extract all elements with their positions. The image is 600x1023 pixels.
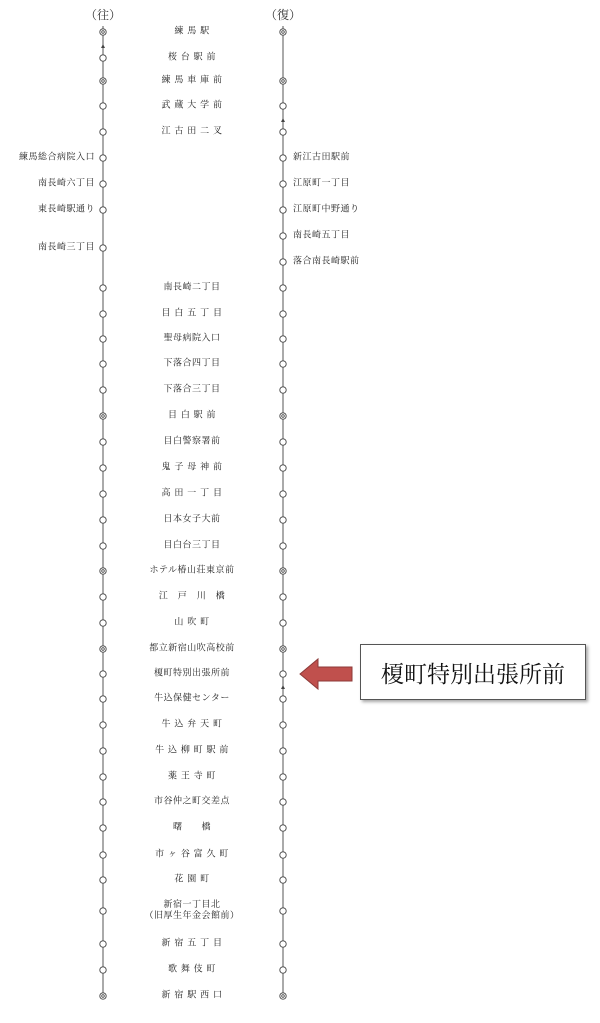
direction-arrow-icon [281,685,285,689]
stop-marker [100,181,106,187]
outbound-stop-label: 練馬総合病院入口 [18,152,95,163]
stop-marker [280,181,286,187]
stop-marker [100,311,106,317]
stop-marker [280,799,286,805]
stop-label: 山 吹 町 [174,617,210,628]
stop-marker [280,852,286,858]
stop-marker [280,465,286,471]
stop-marker [100,967,106,973]
terminal-stop-marker [280,993,286,999]
stop-marker [280,825,286,831]
stop-marker [100,336,106,342]
stop-marker [100,852,106,858]
stop-marker [100,361,106,367]
stop-marker [280,774,286,780]
stop-marker [100,245,106,251]
terminal-stop-marker [280,29,286,35]
stop-marker [100,517,106,523]
callout-text: 榎町特別出張所前 [381,661,565,688]
stop-label: 牛込保健センター [154,693,230,704]
stop-label: 江 戸 川 橋 [158,591,226,602]
stop-label: 都立新宿山吹高校前 [149,643,235,654]
stop-marker [100,439,106,445]
return-stop-label: 新江古田駅前 [293,152,351,163]
return-header: （復） [264,8,302,22]
stop-marker [280,594,286,600]
stop-label: 新宿一丁目北 （旧厚生年金会館前） [144,900,240,921]
stop-marker [280,155,286,161]
stop-marker [280,908,286,914]
stop-marker [100,207,106,213]
stop-marker [100,941,106,947]
stop-label: 市谷仲之町交差点 [153,796,231,807]
stop-label: 武 蔵 大 学 前 [161,100,223,111]
stop-marker [280,696,286,702]
stop-marker [100,285,106,291]
stop-marker [100,491,106,497]
stop-label: 新 宿 五 丁 目 [161,938,223,949]
stop-marker [100,129,106,135]
stop-marker [280,285,286,291]
stop-marker [280,103,286,109]
stop-marker [100,908,106,914]
stop-label: 新 宿 駅 西 口 [161,990,223,1001]
stop-marker [280,722,286,728]
stop-marker [280,941,286,947]
callout-box [360,644,586,700]
stop-label: ホテル椿山荘東京前 [149,565,235,576]
stop-label: 牛 込 弁 天 町 [161,719,223,730]
stop-marker [100,799,106,805]
terminal-stop-marker [100,993,106,999]
stop-marker [100,620,106,626]
stop-marker [100,774,106,780]
stop-label: 南長崎二丁目 [163,282,221,293]
stop-marker [280,439,286,445]
return-stop-label: 落合南長崎駅前 [293,256,360,267]
direction-arrow-icon [281,118,285,122]
stop-marker [100,387,106,393]
stop-marker [100,748,106,754]
stop-marker [280,311,286,317]
stop-marker [280,361,286,367]
stop-marker [100,103,106,109]
stop-marker [100,877,106,883]
stop-label: 薬 王 寺 町 [167,771,217,782]
stop-marker [280,233,286,239]
stop-marker [280,543,286,549]
stop-marker [100,55,106,61]
stop-marker [280,129,286,135]
stop-label: 歌 舞 伎 町 [167,964,217,975]
terminal-stop-marker [100,413,106,419]
outbound-stop-label: 南長崎三丁目 [37,242,95,253]
stop-marker [280,259,286,265]
stop-marker [100,696,106,702]
return-stop-label: 江原町一丁目 [293,178,351,189]
stop-marker [100,594,106,600]
stop-marker [100,155,106,161]
terminal-stop-marker [280,413,286,419]
terminal-stop-marker [280,568,286,574]
stop-label: 榎町特別出張所前 [153,668,231,679]
return-stop-label: 南長崎五丁目 [293,230,351,241]
stop-label: 下落合四丁目 [163,358,221,369]
stop-marker [280,748,286,754]
stop-label: 目白警察署前 [163,436,221,447]
stop-label: 聖母病院入口 [163,333,221,344]
return-stop-label: 江原町中野通り [293,204,360,215]
stop-label: 練 馬 駅 [174,26,210,37]
stop-marker [280,387,286,393]
stop-marker [280,517,286,523]
stop-label: 目白台三丁目 [163,540,221,551]
stop-label: 練 馬 車 庫 前 [161,75,223,86]
stop-marker [280,207,286,213]
stop-marker [100,543,106,549]
outbound-stop-label: 南長崎六丁目 [37,178,95,189]
stop-label: 花 園 町 [174,874,210,885]
stop-marker [100,671,106,677]
stop-marker [100,722,106,728]
stop-label: 牛 込 柳 町 駅 前 [155,745,229,756]
terminal-stop-marker [280,78,286,84]
stop-marker [100,465,106,471]
stop-marker [280,336,286,342]
stop-label: 曙 橋 [172,822,212,833]
stop-label: 高 田 一 丁 目 [161,488,223,499]
stop-marker [280,620,286,626]
stop-marker [280,967,286,973]
terminal-stop-marker [280,646,286,652]
stop-label: 市 ヶ 谷 富 久 町 [155,849,229,860]
stop-marker [100,825,106,831]
direction-arrow-icon [101,44,105,48]
stop-label: 桜 台 駅 前 [167,52,217,63]
stop-label: 目 白 五 丁 目 [161,308,223,319]
stop-label: 目 白 駅 前 [167,410,217,421]
outbound-header: （往） [84,8,122,22]
stop-label: 江 古 田 二 叉 [161,126,223,137]
terminal-stop-marker [100,568,106,574]
terminal-stop-marker [100,646,106,652]
outbound-stop-label: 東長崎駅通り [37,204,95,215]
stop-marker [280,671,286,677]
stop-label: 日本女子大前 [163,514,221,525]
stop-label: 鬼 子 母 神 前 [161,462,223,473]
terminal-stop-marker [100,29,106,35]
stop-marker [280,491,286,497]
stop-label: 下落合三丁目 [163,384,221,395]
stop-marker [280,877,286,883]
callout-arrow-icon [298,656,354,692]
terminal-stop-marker [100,78,106,84]
